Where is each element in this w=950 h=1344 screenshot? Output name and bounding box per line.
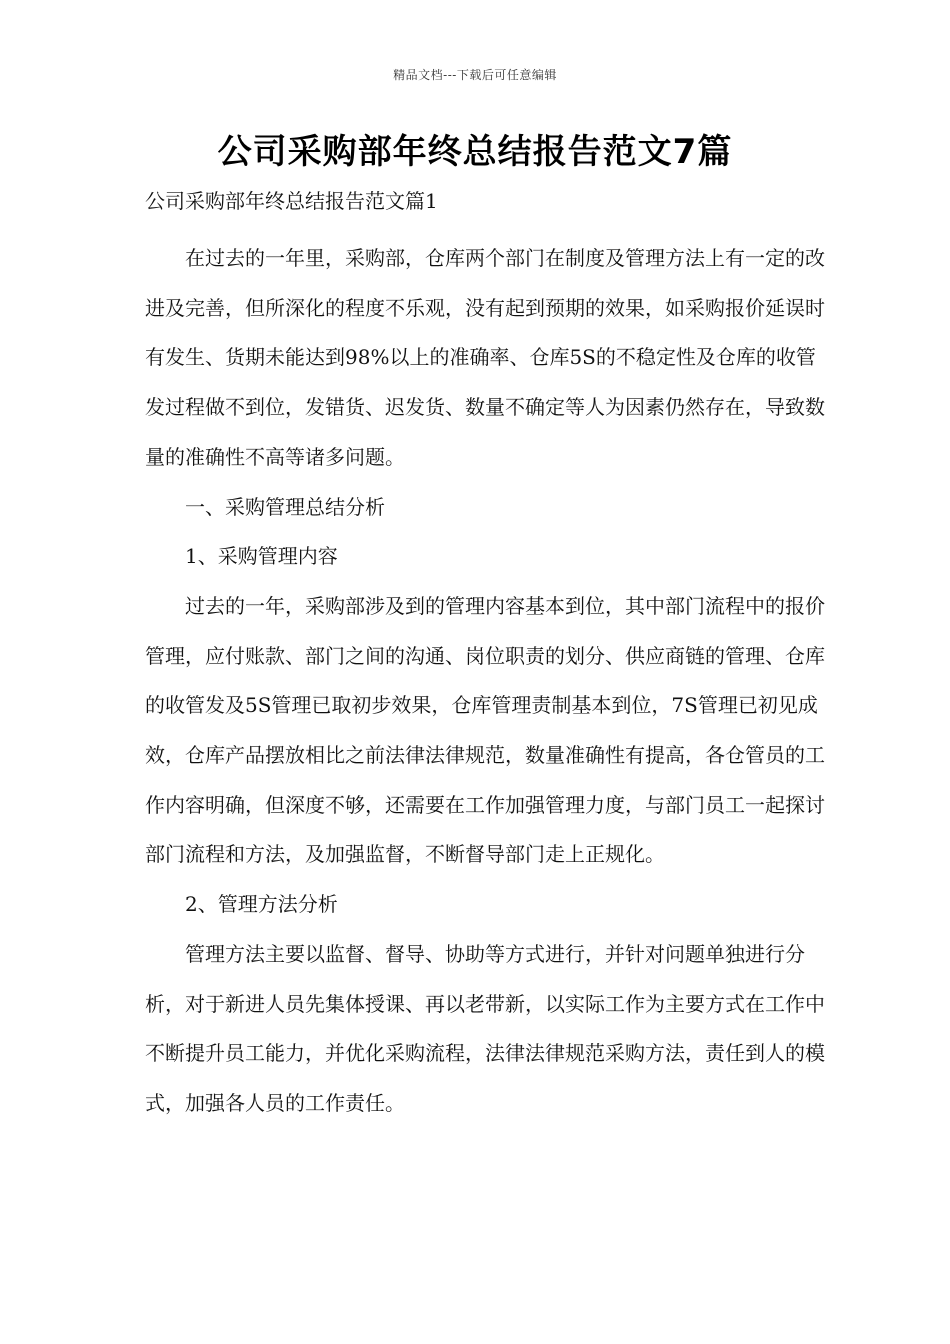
header-note: 精品文档---下载后可任意编辑 — [393, 68, 557, 82]
paragraph-management-content: 过去的一年，采购部涉及到的管理内容基本到位，其中部门流程中的报价管理，应付账款、部门之间的沟通、岗位职责的划分、供应商链的管理、仓库的收管发及5S管理已取初步效果，仓库管理责制基本到位，7S管理已初见成效，仓库产品摆放相比之前法律法律规范，数量准确性有提高，各仓管员的工作内容明确，但深度不够，还需要在工作加强管理力度，与部门员工一起探讨部门流程和方法，及加强监督，不断督导部门走上正规化。 — [145, 593, 825, 867]
paragraph-intro: 在过去的一年里，采购部，仓库两个部门在制度及管理方法上有一定的改进及完善，但所深化的程度不乐观，没有起到预期的效果，如采购报价延误时有发生、货期未能达到98%以上的准确率、仓库5S的不稳定性及仓库的收管发过程做不到位，发错货、迟发货、数量不确定等人为因素仍然存在，导致数量的准确性不高等诸多问题。 — [145, 246, 825, 469]
heading-procurement-analysis: 一、采购管理总结分析 — [185, 494, 385, 519]
section-subtitle: 公司采购部年终总结报告范文篇1 — [145, 189, 438, 213]
document-body — [145, 182, 825, 1129]
heading-management-content: 1、采购管理内容 — [185, 544, 338, 569]
heading-management-method: 2、管理方法分析 — [185, 892, 338, 917]
paragraph-management-method: 管理方法主要以监督、督导、协助等方式进行，并针对问题单独进行分析，对于新进人员先集体授课、再以老带新，以实际工作为主要方式在工作中不断提升员工能力，并优化采购流程，法律法律规范采购方法，责任到人的模式，加强各人员的工作责任。 — [145, 941, 825, 1115]
document-title: 公司采购部年终总结报告范文7篇 — [217, 132, 733, 172]
